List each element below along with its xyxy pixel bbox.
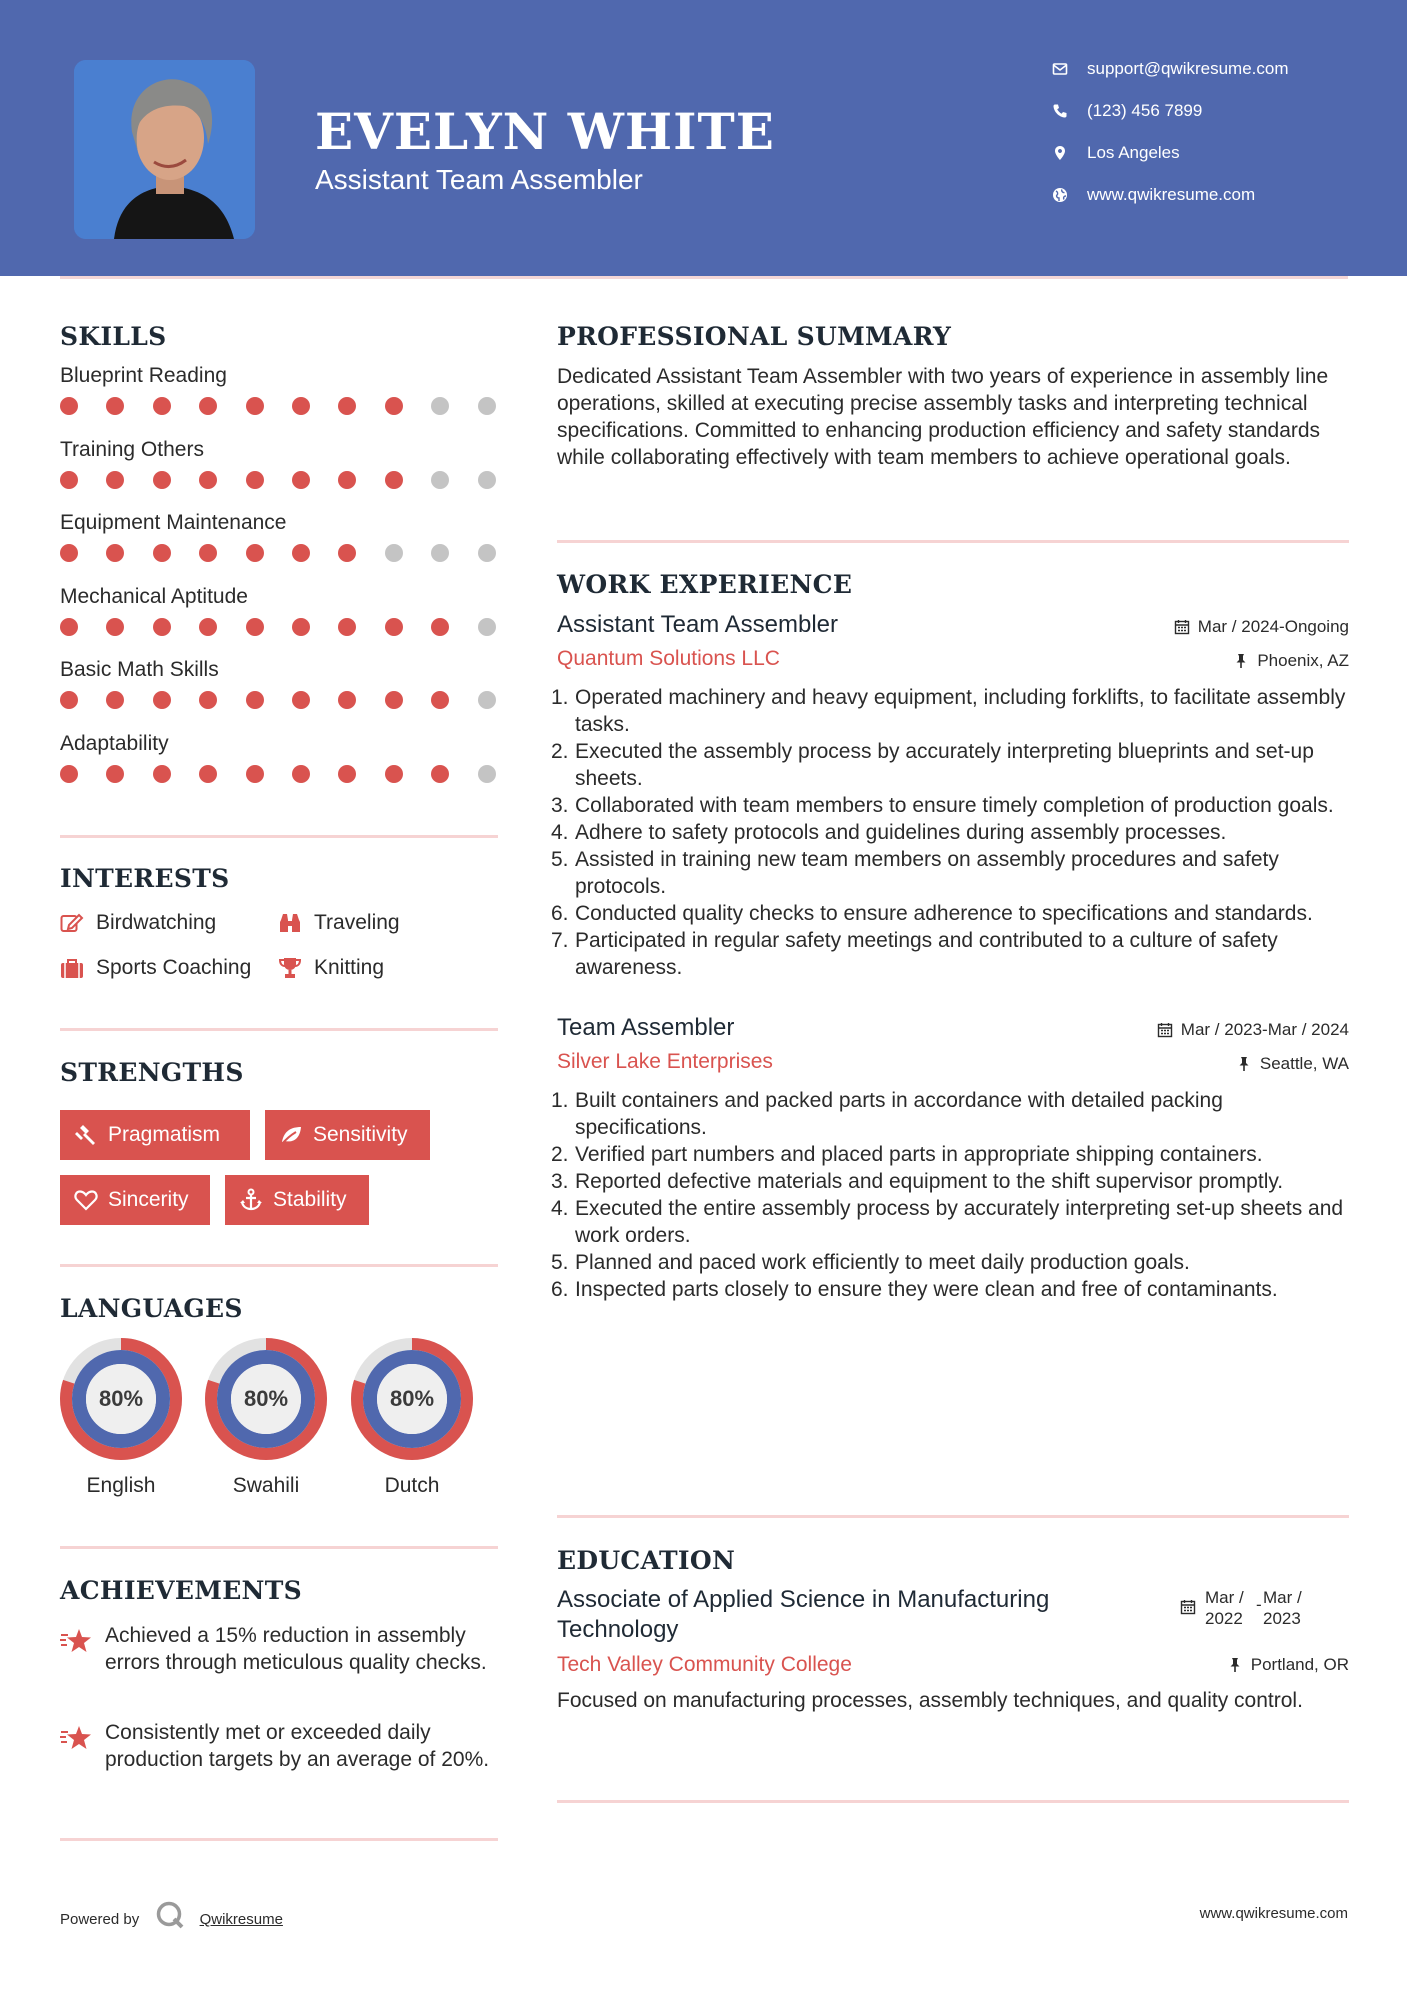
list-item: 3. Collaborated with team members to ensure timely completion of production goals. bbox=[551, 794, 1334, 817]
skills-list bbox=[60, 359, 498, 800]
strength-tag bbox=[60, 1110, 250, 1160]
skill-name: Blueprint Reading bbox=[60, 364, 227, 387]
rating-dot-filled bbox=[199, 691, 217, 709]
anchor-icon bbox=[239, 1188, 263, 1212]
language-item bbox=[205, 1338, 327, 1498]
education-heading: EDUCATION bbox=[557, 1546, 736, 1575]
rating-dot-filled bbox=[246, 397, 264, 415]
rating-dot-filled bbox=[385, 471, 403, 489]
interests-heading: INTERESTS bbox=[60, 864, 230, 893]
job-location bbox=[1233, 651, 1349, 671]
strengths-section bbox=[60, 1058, 408, 1211]
rating-dot-filled bbox=[153, 765, 171, 783]
rating-dot-filled bbox=[338, 471, 356, 489]
rating-dot-empty bbox=[385, 544, 403, 562]
rating-dot-filled bbox=[199, 471, 217, 489]
rating-dot-filled bbox=[106, 397, 124, 415]
list-item-text: Reported defective materials and equipment to the shift supervisor promptly. bbox=[575, 1170, 1284, 1193]
section-divider bbox=[557, 1800, 1349, 1803]
list-item: 6. Inspected parts closely to ensure they were clean and free of contaminants. bbox=[551, 1278, 1278, 1301]
rating-dot-filled bbox=[338, 691, 356, 709]
list-item-text: Operated machinery and heavy equipment, including forklifts, to facilitate assembly tasks. bbox=[575, 686, 1346, 736]
list-item: 6. Conducted quality checks to ensure adherence to specifications and standards. bbox=[551, 902, 1313, 925]
skill-name: Equipment Maintenance bbox=[60, 511, 287, 534]
rating-dot-filled bbox=[60, 691, 78, 709]
skill-name: Basic Math Skills bbox=[60, 658, 219, 681]
job-location bbox=[1236, 1054, 1349, 1074]
achievement-item bbox=[60, 1622, 500, 1676]
strength-tag bbox=[60, 1175, 210, 1225]
header-divider bbox=[60, 276, 1348, 279]
job-date-text: Mar / 2024-Ongoing bbox=[1197, 617, 1349, 636]
degree-title: Associate of Applied Science in Manufacturing Technology bbox=[557, 1586, 1050, 1643]
strengths-heading: STRENGTHS bbox=[60, 1058, 244, 1087]
list-item-text: Conducted quality checks to ensure adherence to specifications and standards. bbox=[575, 902, 1313, 925]
list-item: 7. Participated in regular safety meetings and contributed to a culture of safety awareness. bbox=[551, 929, 1278, 979]
date-separator: - bbox=[1256, 1595, 1262, 1614]
rating-dot-filled bbox=[60, 544, 78, 562]
pushpin-icon bbox=[1236, 1056, 1252, 1072]
achievement-text: Consistently met or exceeded daily production targets by an average of 20%. bbox=[105, 1721, 490, 1771]
interest-label: Knitting bbox=[314, 956, 385, 979]
education-date bbox=[1180, 1587, 1340, 1631]
map-pin-icon bbox=[1052, 145, 1068, 161]
candidate-title: Assistant Team Assembler bbox=[315, 164, 643, 195]
list-item-text: Executed the assembly process by accurately interpreting blueprints and set-up sheets. bbox=[575, 740, 1314, 790]
interests-section bbox=[60, 864, 400, 979]
strength-label: Sincerity bbox=[108, 1188, 189, 1211]
envelope-icon bbox=[1052, 61, 1068, 77]
skill-rating bbox=[60, 393, 498, 417]
skill-item bbox=[60, 727, 498, 801]
language-percent: 80% bbox=[243, 1386, 289, 1411]
section-divider bbox=[60, 1028, 498, 1031]
list-item-text: Collaborated with team members to ensure timely completion of production goals. bbox=[575, 794, 1334, 817]
language-name: Swahili bbox=[232, 1474, 300, 1497]
interest-item bbox=[60, 910, 216, 936]
rating-dot-filled bbox=[292, 544, 310, 562]
calendar-icon bbox=[1157, 1022, 1173, 1038]
powered-by-label: Powered by bbox=[60, 1911, 140, 1928]
list-item: 1. Built containers and packed parts in accordance with detailed packing specifications. bbox=[551, 1089, 1223, 1139]
rating-dot-filled bbox=[106, 618, 124, 636]
rating-dot-empty bbox=[478, 544, 496, 562]
interest-label: Sports Coaching bbox=[96, 956, 252, 979]
rating-dot-filled bbox=[246, 765, 264, 783]
date-start-year: 2022 bbox=[1205, 1609, 1243, 1628]
education-entry bbox=[557, 1585, 1349, 1714]
list-item: 5. Planned and paced work efficiently to meet daily production goals. bbox=[551, 1251, 1190, 1274]
list-item: 1. Operated machinery and heavy equipment, including forklifts, to facilitate assembly tasks. bbox=[551, 686, 1346, 736]
list-item-text: Verified part numbers and placed parts in appropriate shipping containers. bbox=[575, 1143, 1263, 1166]
rating-dot-filled bbox=[153, 544, 171, 562]
summary-text: Dedicated Assistant Team Assembler with two years of experience in assembly line operations, skilled at executing precise assembly tasks and interpreting technical specifications. Committed to enhancing production efficiency and safety standards while collaborating effectively with team members to achieve operational goals. bbox=[557, 365, 1329, 469]
education-section bbox=[557, 1546, 1349, 1714]
list-item: 5. Assisted in training new team members on assembly procedures and safety protocols. bbox=[551, 848, 1279, 898]
contact-website-text: www.qwikresume.com bbox=[1087, 185, 1256, 204]
rating-dot-filled bbox=[385, 765, 403, 783]
languages-section bbox=[60, 1294, 440, 1497]
date-start bbox=[1205, 1587, 1244, 1629]
pencil-square-icon bbox=[60, 912, 84, 934]
interest-label: Traveling bbox=[314, 911, 400, 934]
skill-item bbox=[60, 580, 498, 654]
experience-heading: WORK EXPERIENCE bbox=[557, 570, 853, 599]
rating-dot-filled bbox=[385, 397, 403, 415]
rating-dot-empty bbox=[431, 397, 449, 415]
skills-heading: SKILLS bbox=[60, 322, 167, 351]
rating-dot-empty bbox=[478, 471, 496, 489]
rating-dot-filled bbox=[338, 397, 356, 415]
rating-dot-empty bbox=[431, 471, 449, 489]
rating-dot-filled bbox=[60, 397, 78, 415]
rating-dot-filled bbox=[292, 397, 310, 415]
footer-website[interactable]: www.qwikresume.com bbox=[1199, 1905, 1348, 1922]
experience-section bbox=[551, 570, 1349, 1303]
rating-dot-empty bbox=[431, 544, 449, 562]
calendar-icon bbox=[1180, 1599, 1196, 1615]
section-divider bbox=[60, 835, 498, 838]
job-date-text: Mar / 2023-Mar / 2024 bbox=[1180, 1020, 1349, 1039]
skill-rating bbox=[60, 540, 498, 564]
language-item bbox=[60, 1338, 182, 1498]
language-percent: 80% bbox=[98, 1386, 144, 1411]
rating-dot-filled bbox=[385, 618, 403, 636]
gavel-icon bbox=[74, 1123, 98, 1147]
date-end bbox=[1263, 1587, 1302, 1629]
interest-item bbox=[60, 955, 251, 981]
language-name: English bbox=[86, 1474, 156, 1497]
profile-photo bbox=[74, 60, 255, 239]
job-title: Assistant Team Assembler bbox=[557, 611, 839, 638]
skill-name: Mechanical Aptitude bbox=[60, 584, 248, 608]
skill-name: Training Others bbox=[60, 437, 204, 461]
rating-dot-filled bbox=[292, 471, 310, 489]
rating-dot-filled bbox=[106, 691, 124, 709]
list-item-text: Built containers and packed parts in accordance with detailed packing specifications. bbox=[575, 1089, 1223, 1139]
list-item-text: Planned and paced work efficiently to meet daily production goals. bbox=[575, 1251, 1190, 1274]
pushpin-icon bbox=[1227, 1657, 1243, 1673]
job-date bbox=[1157, 1020, 1349, 1040]
contact-phone[interactable] bbox=[1052, 98, 1382, 140]
section-divider bbox=[60, 1546, 498, 1549]
rating-dot-filled bbox=[292, 618, 310, 636]
pushpin-icon bbox=[1233, 653, 1249, 669]
strength-label: Sensitivity bbox=[313, 1123, 408, 1146]
rating-dot-filled bbox=[431, 618, 449, 636]
skill-rating bbox=[60, 761, 498, 785]
list-item-text: Participated in regular safety meetings and contributed to a culture of safety awareness. bbox=[575, 929, 1278, 979]
contact-email[interactable] bbox=[1052, 56, 1382, 98]
rating-dot-filled bbox=[153, 471, 171, 489]
rating-dot-empty bbox=[478, 765, 496, 783]
skill-item bbox=[60, 506, 498, 580]
list-item: 4. Executed the entire assembly process by accurately interpreting set-up sheets and work orders. bbox=[551, 1197, 1344, 1247]
rating-dot-filled bbox=[292, 691, 310, 709]
brand-link[interactable]: Qwikresume bbox=[199, 1911, 283, 1928]
rating-dot-filled bbox=[246, 544, 264, 562]
rating-dot-filled bbox=[246, 471, 264, 489]
job-entry bbox=[551, 1014, 1349, 1303]
rating-dot-filled bbox=[153, 397, 171, 415]
interest-label: Birdwatching bbox=[96, 911, 217, 934]
rating-dot-filled bbox=[199, 544, 217, 562]
rating-dot-filled bbox=[431, 765, 449, 783]
achievement-item bbox=[60, 1719, 500, 1773]
list-item-text: Inspected parts closely to ensure they were clean and free of contaminants. bbox=[575, 1278, 1278, 1301]
calendar-icon bbox=[1174, 619, 1190, 635]
contact-email-text: support@qwikresume.com bbox=[1087, 59, 1289, 78]
trophy-icon bbox=[278, 957, 302, 979]
education-location bbox=[1227, 1655, 1349, 1675]
skill-rating bbox=[60, 614, 498, 638]
rating-dot-filled bbox=[199, 397, 217, 415]
rating-dot-filled bbox=[199, 618, 217, 636]
interest-item bbox=[278, 910, 400, 936]
list-item: 2. Verified part numbers and placed parts in appropriate shipping containers. bbox=[551, 1143, 1263, 1166]
rating-dot-filled bbox=[338, 618, 356, 636]
candidate-name: EVELYN WHITE bbox=[315, 102, 775, 161]
skill-rating bbox=[60, 687, 498, 711]
skill-name: Adaptability bbox=[60, 731, 169, 755]
job-company: Quantum Solutions LLC bbox=[557, 647, 780, 670]
rating-dot-filled bbox=[338, 765, 356, 783]
rating-dot-filled bbox=[60, 618, 78, 636]
strength-label: Stability bbox=[273, 1188, 347, 1211]
briefcase-icon bbox=[60, 957, 84, 979]
job-title: Team Assembler bbox=[557, 1014, 735, 1041]
rating-dot-filled bbox=[60, 765, 78, 783]
strength-tag bbox=[225, 1175, 369, 1225]
education-location-text: Portland, OR bbox=[1250, 1655, 1349, 1674]
contact-location-text: Los Angeles bbox=[1087, 143, 1180, 162]
languages-heading: LANGUAGES bbox=[60, 1294, 243, 1323]
rating-dot-empty bbox=[478, 691, 496, 709]
education-description: Focused on manufacturing processes, assembly techniques, and quality control. bbox=[557, 1689, 1303, 1712]
section-divider bbox=[60, 1838, 498, 1841]
footer-branding bbox=[60, 1900, 283, 1934]
star-icon bbox=[60, 1628, 92, 1654]
list-item: 2. Executed the assembly process by accurately interpreting blueprints and set-up sheets. bbox=[551, 740, 1314, 790]
job-responsibilities bbox=[551, 684, 1349, 981]
rating-dot-filled bbox=[106, 544, 124, 562]
rating-dot-empty bbox=[478, 397, 496, 415]
qwikresume-logo-icon bbox=[155, 1900, 185, 1930]
summary-heading: PROFESSIONAL SUMMARY bbox=[557, 322, 952, 351]
list-item-text: Assisted in training new team members on assembly procedures and safety protocols. bbox=[575, 848, 1279, 898]
leaf-icon bbox=[279, 1123, 303, 1147]
rating-dot-filled bbox=[338, 544, 356, 562]
globe-icon bbox=[1052, 187, 1068, 203]
section-divider bbox=[557, 540, 1349, 543]
heart-icon bbox=[74, 1188, 98, 1212]
job-location-text: Phoenix, AZ bbox=[1257, 651, 1349, 670]
school-name: Tech Valley Community College bbox=[557, 1653, 852, 1676]
star-icon bbox=[60, 1725, 92, 1751]
date-end-year: 2023 bbox=[1263, 1609, 1301, 1628]
achievements-heading: ACHIEVEMENTS bbox=[60, 1576, 302, 1605]
rating-dot-filled bbox=[292, 765, 310, 783]
rating-dot-filled bbox=[246, 691, 264, 709]
strength-tag bbox=[265, 1110, 430, 1160]
skill-item bbox=[60, 653, 498, 727]
language-percent: 80% bbox=[389, 1386, 435, 1411]
section-divider bbox=[60, 1264, 498, 1267]
contact-phone-text: (123) 456 7899 bbox=[1087, 101, 1203, 120]
job-location-text: Seattle, WA bbox=[1259, 1054, 1349, 1073]
section-divider bbox=[557, 1515, 1349, 1518]
job-responsibilities bbox=[551, 1087, 1349, 1303]
language-item bbox=[351, 1338, 473, 1498]
list-item: 4. Adhere to safety protocols and guidelines during assembly processes. bbox=[551, 821, 1227, 844]
list-item-text: Adhere to safety protocols and guidelines during assembly processes. bbox=[575, 821, 1227, 844]
achievements-section bbox=[60, 1576, 500, 1771]
rating-dot-filled bbox=[153, 618, 171, 636]
rating-dot-empty bbox=[478, 618, 496, 636]
contact-website[interactable] bbox=[1052, 182, 1382, 224]
interest-item bbox=[278, 955, 384, 981]
job-entry bbox=[551, 611, 1349, 981]
contact-list bbox=[1052, 56, 1382, 224]
achievement-text: Achieved a 15% reduction in assembly errors through meticulous quality checks. bbox=[105, 1624, 487, 1674]
date-end-month: Mar / bbox=[1263, 1588, 1302, 1607]
rating-dot-filled bbox=[60, 471, 78, 489]
contact-location bbox=[1052, 140, 1382, 182]
language-name: Dutch bbox=[384, 1474, 440, 1497]
rating-dot-filled bbox=[246, 618, 264, 636]
list-item: 3. Reported defective materials and equipment to the shift supervisor promptly. bbox=[551, 1170, 1284, 1193]
skill-rating bbox=[60, 467, 498, 491]
strength-label: Pragmatism bbox=[108, 1123, 221, 1146]
rating-dot-filled bbox=[431, 691, 449, 709]
rating-dot-filled bbox=[199, 765, 217, 783]
skills-section bbox=[60, 322, 498, 800]
rating-dot-filled bbox=[106, 471, 124, 489]
date-start-month: Mar / bbox=[1205, 1588, 1244, 1607]
phone-icon bbox=[1052, 103, 1068, 119]
rating-dot-filled bbox=[106, 765, 124, 783]
resume-header bbox=[0, 0, 1407, 276]
rating-dot-filled bbox=[153, 691, 171, 709]
binoculars-icon bbox=[278, 912, 302, 934]
job-date bbox=[1174, 617, 1349, 637]
skill-item bbox=[60, 433, 498, 507]
skill-item bbox=[60, 359, 498, 433]
job-company: Silver Lake Enterprises bbox=[557, 1050, 773, 1073]
summary-section bbox=[557, 322, 1349, 471]
rating-dot-filled bbox=[385, 691, 403, 709]
list-item-text: Executed the entire assembly process by accurately interpreting set-up sheets and work orders. bbox=[575, 1197, 1344, 1247]
